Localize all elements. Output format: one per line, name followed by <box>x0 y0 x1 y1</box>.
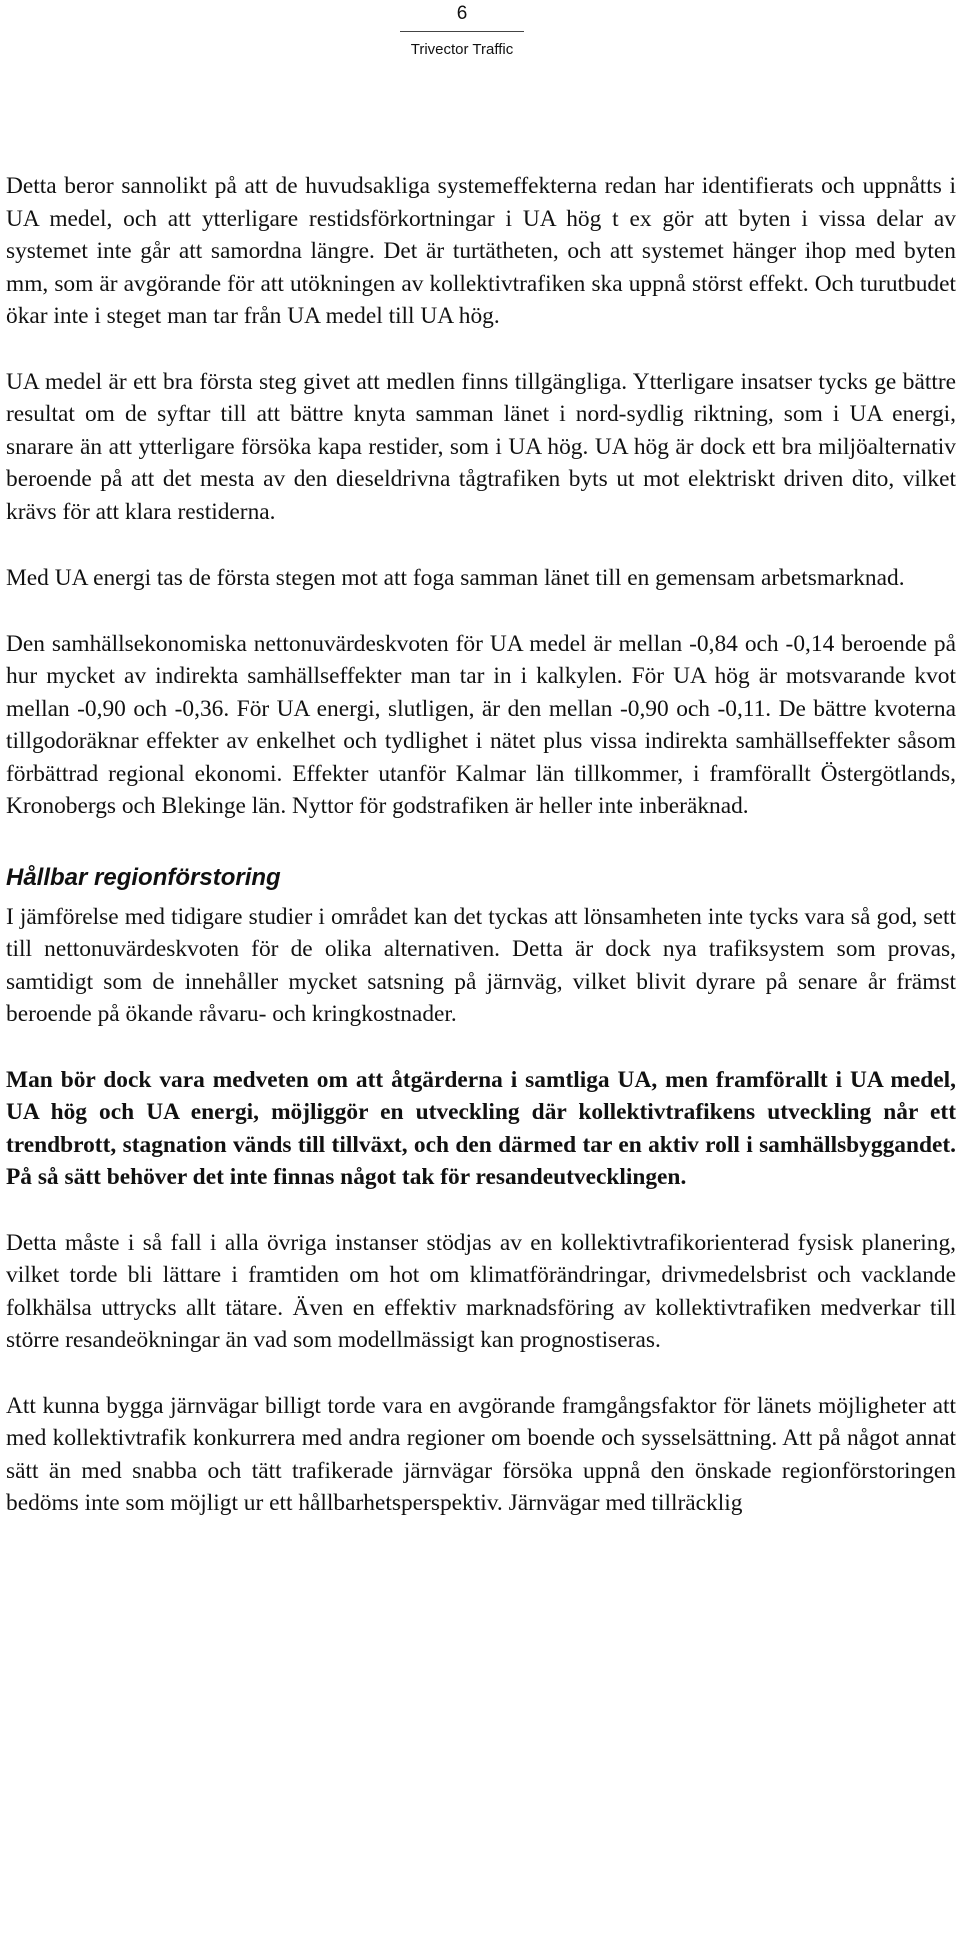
document-body <box>6 170 956 1520</box>
paragraph-ua-medel: UA medel är ett bra första steg givet att medlen finns tillgängliga. Ytterligare insatser tycks ge bättre resultat om de syftar till att bättre knyta samman länet i nord-sydlig riktning, som i UA energi, snarare än att ytterligare försöka kapa restider, som i UA hög. UA hög är dock ett bra miljöalternativ beroende på att det mesta av den dieseldrivna tågtrafiken byts ut mot elektriskt driven dito, vilket krävs för att klara restiderna. <box>6 368 956 525</box>
page-number: 6 <box>456 3 468 24</box>
paragraph-ua-energi: Med UA energi tas de första stegen mot att foga samman länet till en gemensam arbetsmarknad. <box>6 565 905 591</box>
paragraph-planning-support: Detta måste i så fall i alla övriga instanser stödjas av en kollektivtrafikorienterad fysisk planering, vilket torde bli lättare i framtiden om hot om klimatförändringar, drivmedelsbrist och vacklande folkhälsa uttrycks allt tätare. Även en effektiv marknadsföring av kollektivtrafiken medverkar till större resandeökningar än vad som modellmässigt kan prognostiseras. <box>6 1229 956 1353</box>
paragraph-railways: Att kunna bygga järnvägar billigt torde vara en avgörande framgångsfaktor för länets möjligheter att med kollektivtrafik konkurrera med andra regioner om boende och sysselsättning. Att på något annat sätt än med snabba och tätt trafikerade järnvägar försöka uppnå den önskade regionförstoringen bedöms inte som möjligt ur ett hållbarhetsperspektiv. Järnvägar med tillräcklig <box>6 1392 956 1516</box>
section-heading: Hållbar regionförstoring <box>6 863 281 891</box>
paragraph-key-message: Man bör dock vara medveten om att åtgärderna i samtliga UA, men framförallt i UA medel, UA hög och UA energi, möjliggör en utveckling där kollektivtrafikens utveckling når ett trendbrott, stagnation vänds till tillväxt, och den därmed tar en aktiv roll i samhällsbyggandet. På så sätt behöver det inte finnas något tak för resandeutvecklingen. <box>6 1066 956 1190</box>
paragraph-comparison: I jämförelse med tidigare studier i området kan det tyckas att lönsamheten inte tycks vara så god, sett till nettonuvärdeskvoten för de olika alternativen. Detta är dock nya trafiksystem som provas, samtidigt som de innehåller mycket satsning på järnväg, vilket blivit dyrare på senare år främst beroende på ökande råvaru- och kringkostnader. <box>6 903 956 1027</box>
header-rule <box>400 31 524 32</box>
running-head: Trivector Traffic <box>410 41 514 58</box>
paragraph-cost-benefit: Den samhällsekonomiska nettonuvärdeskvoten för UA medel är mellan -0,84 och -0,14 beroende på hur mycket av indirekta samhällseffekter man tar in i kalkylen. För UA hög är motsvarande kvot mellan -0,90 och -0,36. För UA energi, slutligen, är den mellan -0,90 och -0,11. De bättre kvoterna tillgodoräknar effekter av enkelhet och tydlighet i nätet plus vissa indirekta samhällseffekter såsom förbättrad regional ekonomi. Effekter utanför Kalmar län tillkommer, i framförallt Östergötlands, Kronobergs och Blekinge län. Nyttor för godstrafiken är heller inte inberäknad. <box>6 630 956 819</box>
page-header <box>400 0 524 60</box>
paragraph-system-effects: Detta beror sannolikt på att de huvudsakliga systemeffekterna redan har identifierats och uppnåtts i UA medel, och att ytterligare restidsförkortningar i UA hög t ex gör att byten i vissa delar av systemet inte går att samordna längre. Det är turtätheten, och att systemet hänger ihop med byten mm, som är avgörande för att utökningen av kollektivtrafiken ska uppnå störst effekt. Och turutbudet ökar inte i steget man tar från UA medel till UA hög. <box>6 173 956 329</box>
